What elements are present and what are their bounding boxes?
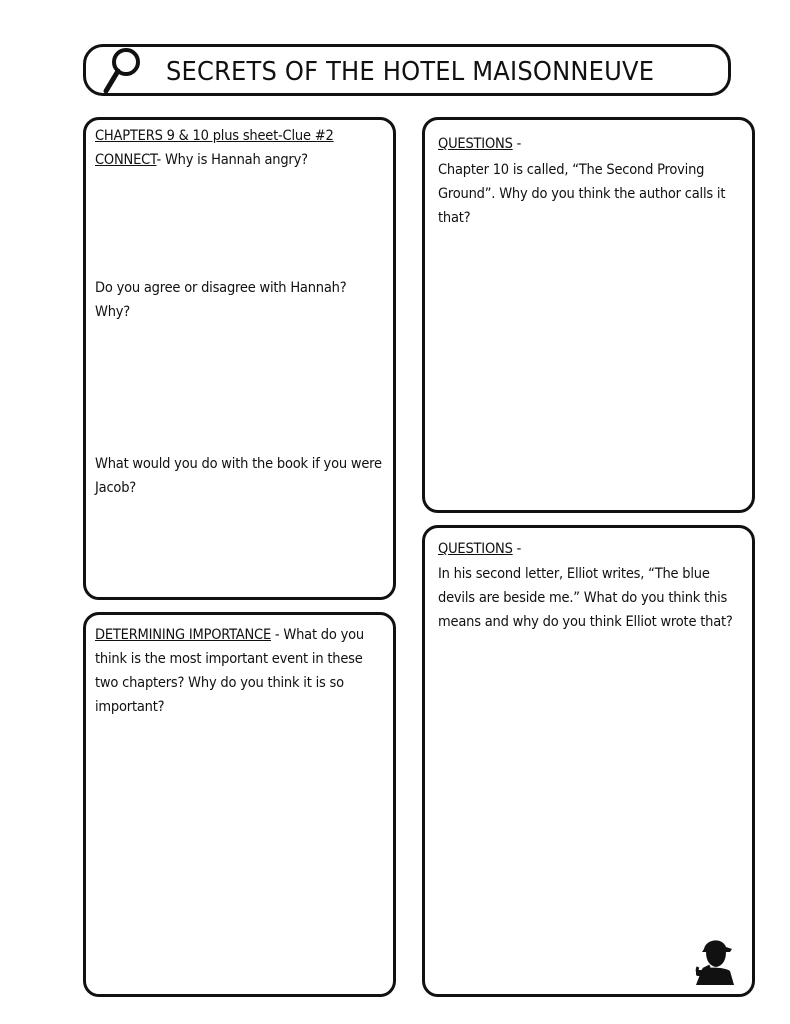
connect-question-2: Do you agree or disagree with Hannah? Why? bbox=[95, 280, 347, 320]
magnifying-glass-icon bbox=[102, 45, 142, 97]
questions-text-1: Chapter 10 is called, “The Second Proving Ground”. Why do you think the author calls it that? bbox=[438, 162, 726, 226]
chapters-heading bbox=[95, 124, 385, 148]
questions-text-2: In his second letter, Elliot writes, “The blue devils are beside me.” What do you think this means and why do you think Elliot wrote that? bbox=[438, 566, 733, 630]
questions-panel-1 bbox=[422, 117, 755, 513]
connect-panel bbox=[83, 117, 396, 600]
questions-dash-2: - bbox=[512, 541, 522, 557]
importance-question: - What do you think is the most important event in these two chapters? Why do you think it is so important? bbox=[95, 627, 364, 715]
connect-line bbox=[95, 148, 385, 172]
questions-heading-1 bbox=[438, 132, 744, 156]
connect-question-3: What would you do with the book if you were Jacob? bbox=[95, 456, 382, 496]
connect-question-1: Why is Hannah angry? bbox=[164, 152, 308, 168]
connect-dash: - bbox=[156, 152, 165, 168]
title-banner bbox=[83, 44, 731, 96]
questions-label-1: QUESTIONS bbox=[438, 136, 513, 152]
questions-panel-2 bbox=[422, 525, 755, 997]
page-title: SECRETS OF THE HOTEL MAISONNEUVE bbox=[166, 57, 655, 87]
questions-dash-1: - bbox=[512, 136, 522, 152]
importance-text bbox=[95, 623, 385, 719]
importance-label: DETERMINING IMPORTANCE bbox=[95, 627, 271, 643]
questions-heading-2 bbox=[438, 537, 744, 561]
detective-icon bbox=[694, 933, 736, 985]
connect-label: CONNECT bbox=[95, 152, 157, 168]
chapters-heading-text: CHAPTERS 9 & 10 plus sheet-Clue #2 bbox=[95, 128, 334, 144]
determining-importance-panel bbox=[83, 612, 396, 997]
questions-label-2: QUESTIONS bbox=[438, 541, 513, 557]
